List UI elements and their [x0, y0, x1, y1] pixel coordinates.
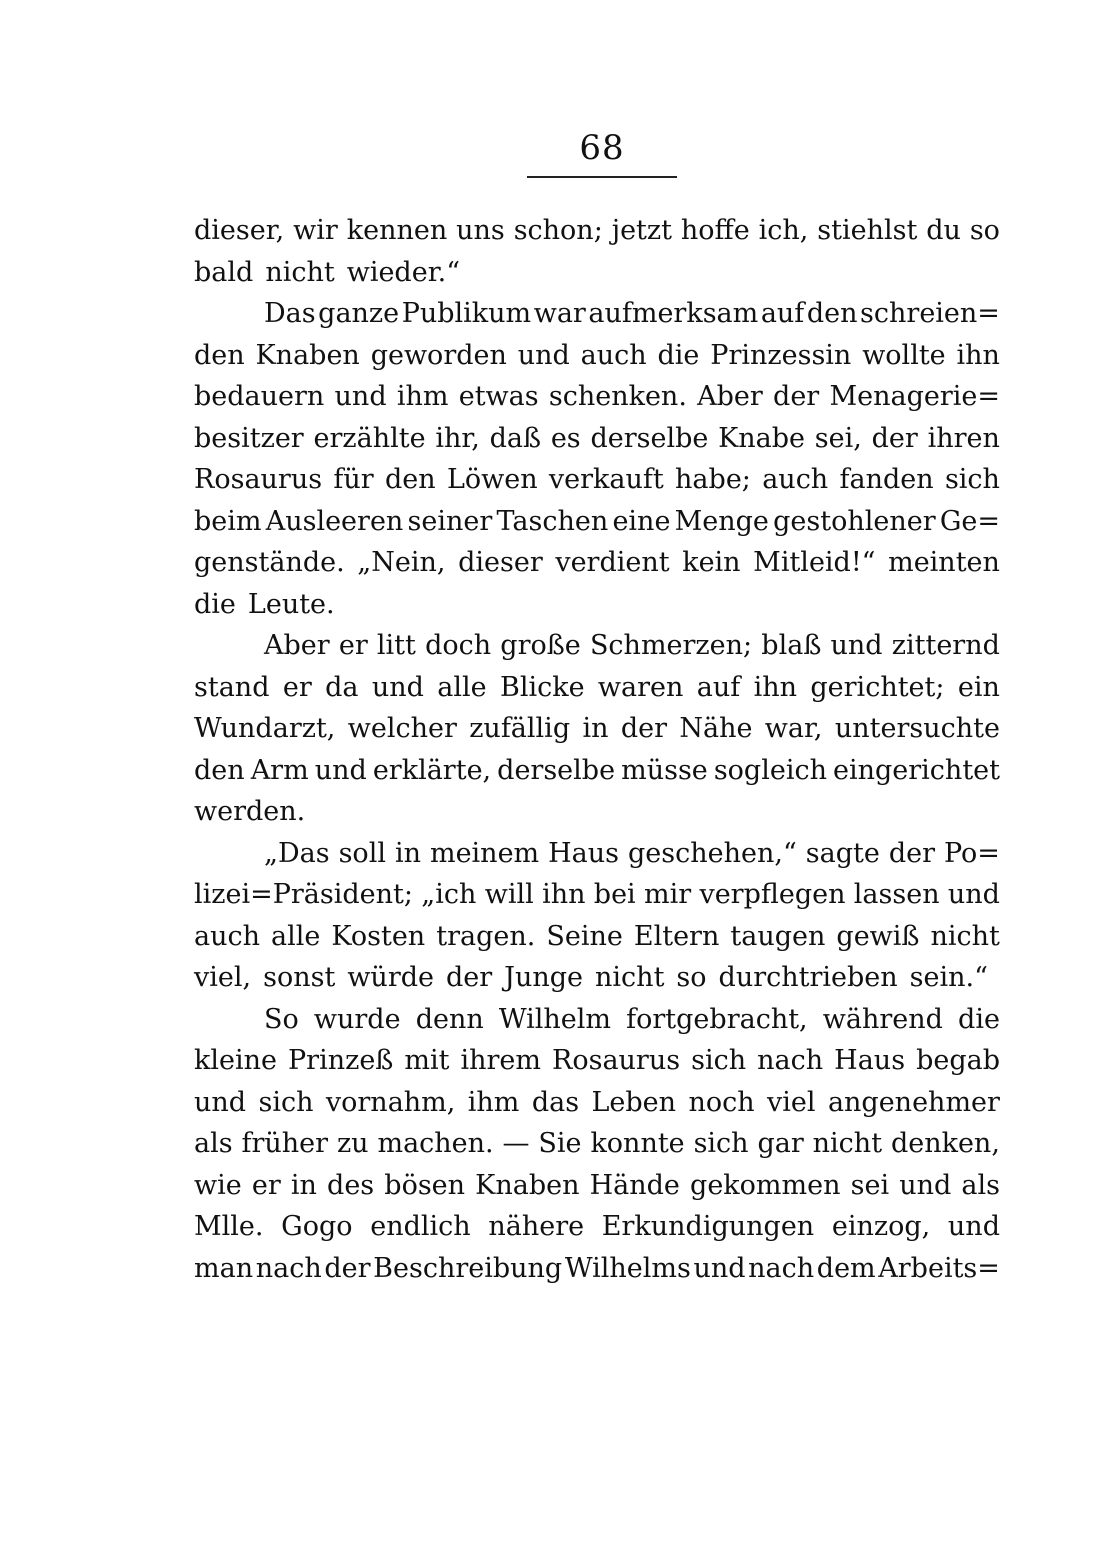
- word: waren: [597, 671, 684, 703]
- text-line: [194, 1123, 1000, 1165]
- text-line: [194, 957, 1000, 999]
- word: sogleich: [713, 754, 827, 786]
- text-line: [194, 625, 1000, 667]
- word: nach: [255, 1252, 322, 1284]
- word: und: [517, 339, 570, 371]
- word: welcher: [347, 713, 457, 744]
- word: Junge: [504, 962, 584, 993]
- word: „Das: [264, 837, 330, 869]
- text-line: [194, 667, 1000, 709]
- word: da: [325, 671, 359, 703]
- word: Wilhelms: [564, 1252, 691, 1284]
- word: wollte: [862, 339, 946, 371]
- word: lassen: [853, 879, 940, 910]
- word: das: [531, 1086, 580, 1118]
- word: nicht: [265, 256, 335, 288]
- word: angenehmer: [827, 1086, 1000, 1118]
- word: wieder.“: [346, 256, 461, 288]
- word: in: [582, 713, 609, 744]
- word: für: [333, 464, 374, 495]
- word: gar: [757, 1128, 804, 1159]
- word: auf: [696, 671, 741, 703]
- word: Ge=: [939, 505, 1000, 537]
- word: kein: [682, 547, 741, 578]
- word: eine: [612, 505, 671, 537]
- word: bald: [194, 256, 254, 288]
- word: als: [194, 1128, 233, 1159]
- word: Leben: [591, 1086, 677, 1118]
- word: ihn: [956, 339, 1000, 371]
- word: Blicke: [499, 671, 585, 703]
- word: Wilhelm: [498, 1003, 612, 1035]
- word: gewiß: [836, 920, 920, 952]
- word: stiehlst: [817, 215, 918, 246]
- word: nach: [748, 1252, 815, 1284]
- word: nicht: [930, 920, 1000, 952]
- text-line: [194, 459, 1000, 501]
- word: denn: [415, 1003, 484, 1035]
- word: untersuchte: [834, 713, 1000, 744]
- text-line: [194, 1206, 1000, 1248]
- word: zufällig: [469, 713, 571, 744]
- word: will: [484, 879, 534, 910]
- word: kleine: [194, 1045, 277, 1076]
- word: Mitleid!“: [753, 547, 876, 578]
- word: den: [194, 754, 245, 786]
- word: blaß: [761, 630, 822, 661]
- word: den: [194, 339, 245, 371]
- word: ein: [957, 671, 1000, 703]
- word: Hände: [589, 1169, 680, 1201]
- word: so: [969, 215, 1000, 246]
- header-rule: [527, 176, 677, 178]
- word: Knaben: [475, 1169, 580, 1201]
- word: eingerichtet: [833, 754, 1000, 786]
- word: er: [251, 1169, 281, 1201]
- word: begab: [916, 1045, 1000, 1076]
- word: sagte: [805, 837, 880, 869]
- word: sei,: [814, 422, 862, 454]
- word: beim: [194, 505, 262, 537]
- word: des: [327, 1169, 375, 1201]
- word: der: [324, 1252, 371, 1284]
- word: „ich: [421, 879, 477, 910]
- word: bei: [593, 879, 636, 910]
- word: sonst: [263, 962, 336, 993]
- text-line: [194, 376, 1000, 418]
- word: während: [822, 1003, 943, 1035]
- word: noch: [688, 1086, 755, 1118]
- text-line: [194, 916, 1000, 958]
- word: ihren: [927, 422, 1000, 454]
- word: gerichtet;: [810, 671, 945, 703]
- text-line: [194, 501, 1000, 543]
- word: Ausleeren: [265, 505, 404, 537]
- word: „Nein,: [357, 547, 446, 578]
- word: Prinzessin: [710, 339, 852, 371]
- word: Knaben: [255, 339, 360, 371]
- word: nach: [757, 1045, 824, 1076]
- word: Haus: [548, 837, 620, 869]
- word: Mlle.: [194, 1211, 264, 1242]
- word: Publikum: [401, 298, 532, 329]
- word: und: [334, 381, 387, 412]
- word: auf: [760, 298, 805, 329]
- word: war,: [764, 713, 823, 744]
- word: dieser: [458, 547, 543, 578]
- word: fanden: [839, 464, 934, 495]
- word: sich: [691, 1045, 747, 1076]
- word: und: [314, 754, 367, 786]
- word: der: [620, 713, 667, 744]
- word: denken,: [890, 1128, 1000, 1159]
- word: stand: [194, 671, 270, 703]
- word: doch: [425, 630, 492, 661]
- word: als: [961, 1169, 1000, 1201]
- word: Wundarzt,: [194, 713, 336, 744]
- text-line: [194, 252, 1000, 294]
- word: einzog,: [831, 1211, 931, 1242]
- word: auch: [580, 339, 647, 371]
- word: Eltern: [633, 920, 720, 952]
- word: der: [773, 381, 820, 412]
- word: so: [676, 962, 707, 993]
- word: sich: [944, 464, 1000, 495]
- word: alle: [271, 920, 321, 952]
- word: viel,: [194, 962, 252, 993]
- word: Aber: [697, 381, 763, 412]
- word: und: [947, 1211, 1000, 1242]
- word: sich: [693, 1128, 749, 1159]
- word: Löwen: [446, 464, 538, 495]
- word: nicht: [595, 962, 665, 993]
- word: zitternd: [891, 630, 1000, 661]
- word: war: [533, 298, 586, 329]
- word: Rosaurus: [194, 464, 323, 495]
- word: So: [264, 1003, 299, 1035]
- word: Po=: [943, 837, 1000, 869]
- word: Seine: [546, 920, 623, 952]
- word: er: [338, 630, 368, 661]
- word: daß: [489, 422, 542, 454]
- text-line: [194, 584, 1000, 626]
- word: verpflegen: [699, 879, 846, 910]
- page-number: 68: [579, 128, 625, 168]
- word: du: [926, 215, 961, 246]
- word: der: [871, 422, 918, 454]
- word: und: [194, 1086, 247, 1118]
- word: in: [394, 837, 421, 869]
- word: werden.: [194, 796, 306, 827]
- text-line: [194, 1165, 1000, 1207]
- word: lizei=Präsident;: [194, 879, 413, 910]
- word: uns: [456, 215, 505, 246]
- word: viel: [767, 1086, 816, 1118]
- body-text: [194, 210, 1000, 1289]
- word: gestohlener: [773, 505, 936, 537]
- word: schon;: [513, 215, 603, 246]
- word: derselbe: [590, 422, 709, 454]
- word: verdient: [555, 547, 670, 578]
- word: litt: [376, 630, 416, 661]
- word: der: [888, 837, 935, 869]
- text-line: [194, 833, 1000, 875]
- word: vornahm,: [325, 1086, 456, 1118]
- word: bösen: [384, 1169, 466, 1201]
- text-line: [194, 542, 1000, 584]
- word: sei: [850, 1169, 890, 1201]
- word: Das: [264, 298, 316, 329]
- text-line: [194, 293, 1000, 335]
- word: —: [502, 1128, 530, 1159]
- text-line: [194, 1040, 1000, 1082]
- word: wir: [293, 215, 338, 246]
- word: große: [500, 630, 581, 661]
- word: Leute.: [247, 588, 335, 620]
- word: er: [282, 671, 312, 703]
- word: die: [657, 339, 700, 371]
- word: Taschen: [496, 505, 609, 537]
- word: jetzt: [611, 215, 672, 246]
- text-line: [194, 791, 1000, 833]
- word: früher: [241, 1128, 329, 1159]
- word: sich: [258, 1086, 314, 1118]
- word: und: [947, 879, 1000, 910]
- word: derselbe: [497, 754, 616, 786]
- word: Arm: [250, 754, 309, 786]
- word: taugen: [730, 920, 826, 952]
- word: geschehen,“: [628, 837, 797, 869]
- word: habe;: [675, 464, 751, 495]
- text-line: [194, 335, 1000, 377]
- word: Prinzeß: [288, 1045, 394, 1076]
- word: Haus: [834, 1045, 906, 1076]
- word: in: [290, 1169, 317, 1201]
- word: dem: [816, 1252, 876, 1284]
- word: zu: [336, 1128, 369, 1159]
- word: ihn: [542, 879, 586, 910]
- word: Nähe: [679, 713, 753, 744]
- word: wurde: [313, 1003, 401, 1035]
- word: Schmerzen;: [589, 630, 753, 661]
- word: ihr,: [435, 422, 480, 454]
- word: geworden: [370, 339, 507, 371]
- text-line: [194, 999, 1000, 1041]
- word: Knabe: [718, 422, 806, 454]
- word: konnte: [590, 1128, 685, 1159]
- text-line: [194, 418, 1000, 460]
- text-line: [194, 874, 1000, 916]
- word: und: [830, 630, 883, 661]
- word: endlich: [370, 1211, 471, 1242]
- word: besitzer: [194, 422, 304, 454]
- word: tragen.: [436, 920, 536, 952]
- word: den: [806, 298, 858, 329]
- word: hoffe: [680, 215, 750, 246]
- word: nähere: [488, 1211, 585, 1242]
- word: mit: [404, 1045, 450, 1076]
- word: sein.“: [909, 962, 988, 993]
- word: seiner: [407, 505, 493, 537]
- word: etwas: [458, 381, 539, 412]
- word: schenken.: [548, 381, 687, 412]
- word: ihm: [396, 381, 449, 412]
- word: Rosaurus: [552, 1045, 681, 1076]
- word: auch: [762, 464, 829, 495]
- word: aufmerksam: [588, 298, 759, 329]
- text-line: [194, 1082, 1000, 1124]
- word: alle: [437, 671, 487, 703]
- word: Menge: [674, 505, 769, 537]
- word: und: [371, 671, 424, 703]
- word: dieser,: [194, 215, 285, 246]
- word: Kosten: [331, 920, 426, 952]
- word: ich,: [758, 215, 809, 246]
- word: und: [899, 1169, 952, 1201]
- text-line: [194, 708, 1000, 750]
- word: ganze: [318, 298, 400, 329]
- word: Sie: [538, 1128, 582, 1159]
- word: man: [194, 1252, 254, 1284]
- word: bedauern: [194, 381, 325, 412]
- text-line: [194, 210, 1000, 252]
- word: erklärte,: [372, 754, 492, 786]
- word: die: [958, 1003, 1000, 1035]
- word: durchtrieben: [718, 962, 898, 993]
- word: und: [693, 1252, 746, 1284]
- word: fortgebracht,: [626, 1003, 808, 1035]
- word: wie: [194, 1169, 242, 1201]
- word: ihrem: [460, 1045, 541, 1076]
- word: der: [445, 962, 493, 993]
- word: ihm: [467, 1086, 520, 1118]
- word: Arbeits=: [878, 1252, 1000, 1284]
- word: machen.: [377, 1128, 494, 1159]
- word: erzählte: [313, 422, 426, 454]
- word: schreien=: [860, 298, 1000, 329]
- text-line: [194, 1248, 1000, 1290]
- word: verkauft: [548, 464, 664, 495]
- word: nicht: [812, 1128, 883, 1159]
- word: auch: [194, 920, 260, 952]
- word: die: [194, 588, 236, 620]
- word: würde: [347, 962, 434, 993]
- word: Gogo: [281, 1211, 353, 1242]
- word: Menagerie=: [829, 381, 1000, 412]
- word: ihn: [753, 671, 798, 703]
- word: genstände.: [194, 547, 345, 578]
- word: gekommen: [690, 1169, 841, 1201]
- word: soll: [338, 837, 386, 869]
- word: den: [384, 464, 436, 495]
- word: mir: [643, 879, 692, 910]
- text-line: [194, 750, 1000, 792]
- word: meinten: [888, 547, 1000, 578]
- word: kennen: [346, 215, 448, 246]
- word: Aber: [264, 630, 330, 661]
- word: Erkundigungen: [601, 1211, 815, 1242]
- word: müsse: [621, 754, 708, 786]
- word: meinem: [429, 837, 540, 869]
- word: es: [550, 422, 581, 454]
- word: Beschreibung: [373, 1252, 563, 1284]
